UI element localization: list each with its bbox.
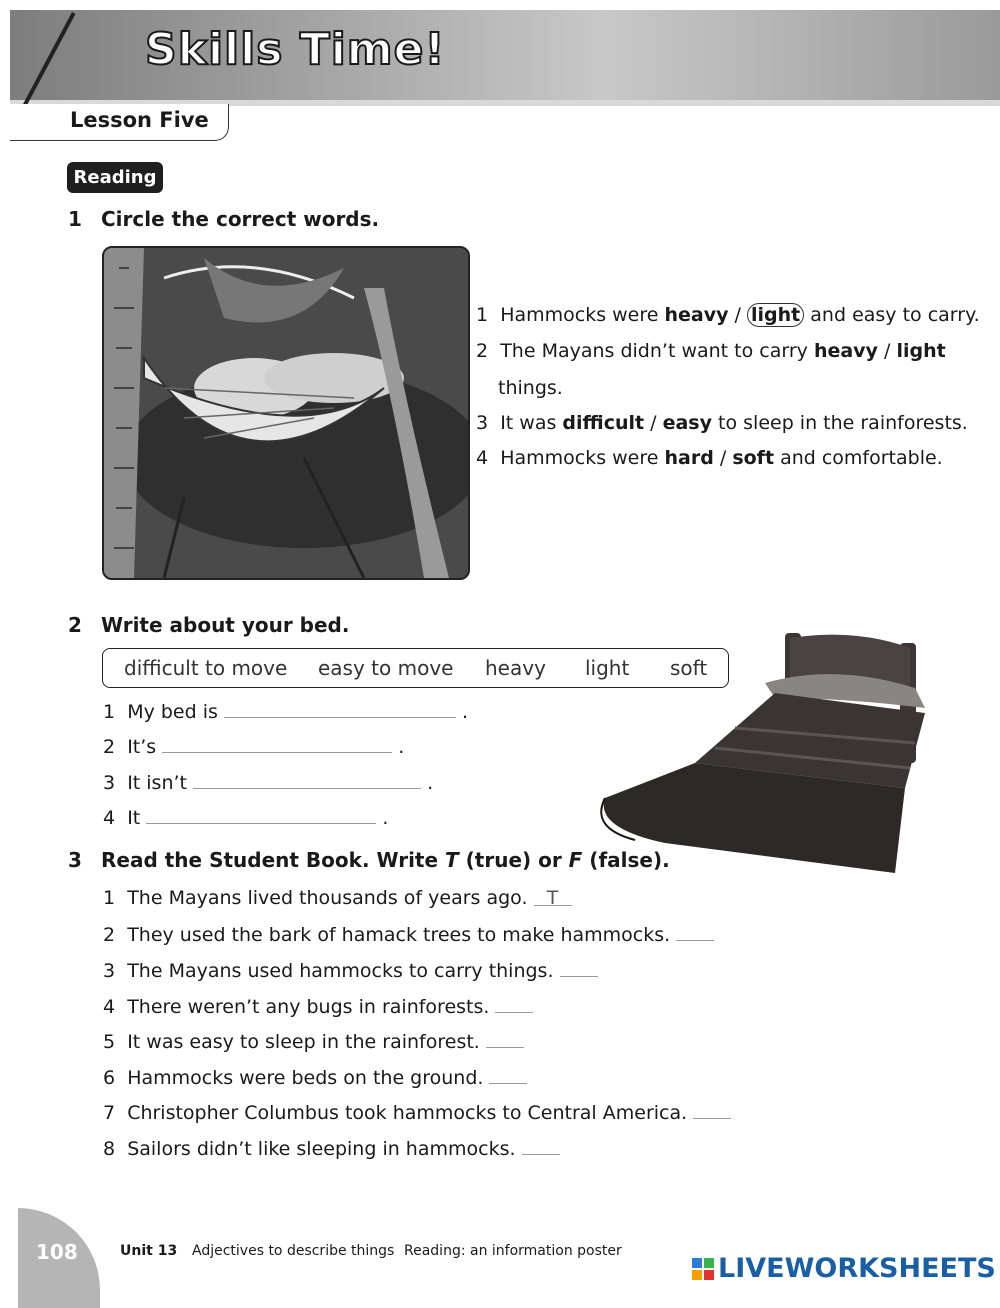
- section3-title: Read the Student Book. Write T (true) or F (false).: [101, 848, 670, 872]
- word-heavy: heavy: [485, 656, 546, 680]
- s3-item-6: 6 Hammocks were beds on the ground.: [103, 1065, 527, 1089]
- section1-title: Circle the correct words.: [101, 207, 380, 231]
- word-soft: soft: [670, 656, 708, 680]
- tf-answer-7[interactable]: [693, 1100, 731, 1119]
- section3-number: 3: [68, 848, 82, 872]
- s3-item-8: 8 Sailors didn’t like sleeping in hammocks.: [103, 1136, 560, 1160]
- section1-number: 1: [68, 207, 82, 231]
- option-heavy[interactable]: heavy: [664, 304, 729, 326]
- bed-illustration: [575, 628, 950, 878]
- s2-item-3: 3 It isn’t .: [103, 772, 434, 794]
- bed-icon: [575, 628, 950, 878]
- footer-reading: Reading: an information poster: [404, 1243, 622, 1259]
- s2-item-2: 2 It’s .: [103, 736, 405, 758]
- answer-blank-4[interactable]: [146, 805, 376, 824]
- word-difficult-to-move: difficult to move: [124, 656, 288, 680]
- brand-name: LIVEWORKSHEETS: [718, 1253, 996, 1284]
- option-easy[interactable]: easy: [662, 412, 712, 434]
- page-title: Skills Time!: [145, 24, 446, 75]
- hammock-illustration: [102, 246, 470, 580]
- s3-item-5: 5 It was easy to sleep in the rainforest.: [103, 1029, 524, 1053]
- tf-answer-8[interactable]: [522, 1136, 560, 1155]
- tf-answer-2[interactable]: [676, 922, 714, 941]
- tf-answer-3[interactable]: [560, 958, 598, 977]
- s3-item-3: 3 The Mayans used hammocks to carry things.: [103, 958, 598, 982]
- lesson-label: Lesson Five: [70, 108, 209, 132]
- s2-item-1: 1 My bed is .: [103, 701, 469, 723]
- s2-item-4: 4 It .: [103, 807, 389, 829]
- page-number: 108: [36, 1240, 78, 1264]
- word-light: light: [585, 656, 630, 680]
- s1-item-2: 2 The Mayans didn’t want to carry heavy / light: [476, 340, 946, 362]
- section2-number: 2: [68, 613, 82, 637]
- answer-blank-2[interactable]: [162, 734, 392, 753]
- tf-answer-6[interactable]: [489, 1065, 527, 1084]
- word-easy-to-move: easy to move: [318, 656, 454, 680]
- option-soft[interactable]: soft: [732, 447, 775, 469]
- section2-title: Write about your bed.: [101, 613, 350, 637]
- answer-blank-3[interactable]: [193, 770, 421, 789]
- s3-item-1: 1 The Mayans lived thousands of years ago. T: [103, 887, 572, 909]
- answer-blank-1[interactable]: [224, 699, 456, 718]
- reading-badge: Reading: [67, 162, 163, 193]
- option-light-circled[interactable]: light: [747, 303, 804, 327]
- s1-item-2-cont: things.: [498, 377, 563, 399]
- footer-unit: Unit 13: [120, 1243, 178, 1259]
- s3-item-2: 2 They used the bark of hamack trees to make hammocks.: [103, 922, 714, 946]
- s3-item-7: 7 Christopher Columbus took hammocks to Central America.: [103, 1100, 731, 1124]
- option-difficult[interactable]: difficult: [562, 412, 645, 434]
- s1-item-4: 4 Hammocks were hard / soft and comfortable.: [476, 447, 943, 469]
- footer-topic: Adjectives to describe things: [192, 1243, 395, 1259]
- s1-item-3: 3 It was difficult / easy to sleep in the rainforests.: [476, 412, 968, 434]
- option-hard[interactable]: hard: [664, 447, 714, 469]
- option-light[interactable]: light: [896, 340, 946, 362]
- option-heavy[interactable]: heavy: [813, 340, 878, 362]
- s3-item-4: 4 There weren’t any bugs in rainforests.: [103, 994, 533, 1018]
- tf-answer-1[interactable]: T: [534, 887, 572, 906]
- liveworksheets-logo-icon: [692, 1258, 714, 1280]
- s1-item-1: 1 Hammocks were heavy / light and easy to carry.: [476, 304, 980, 326]
- hammock-picture-icon: [104, 248, 468, 578]
- tf-answer-5[interactable]: [486, 1029, 524, 1048]
- tf-answer-4[interactable]: [495, 994, 533, 1013]
